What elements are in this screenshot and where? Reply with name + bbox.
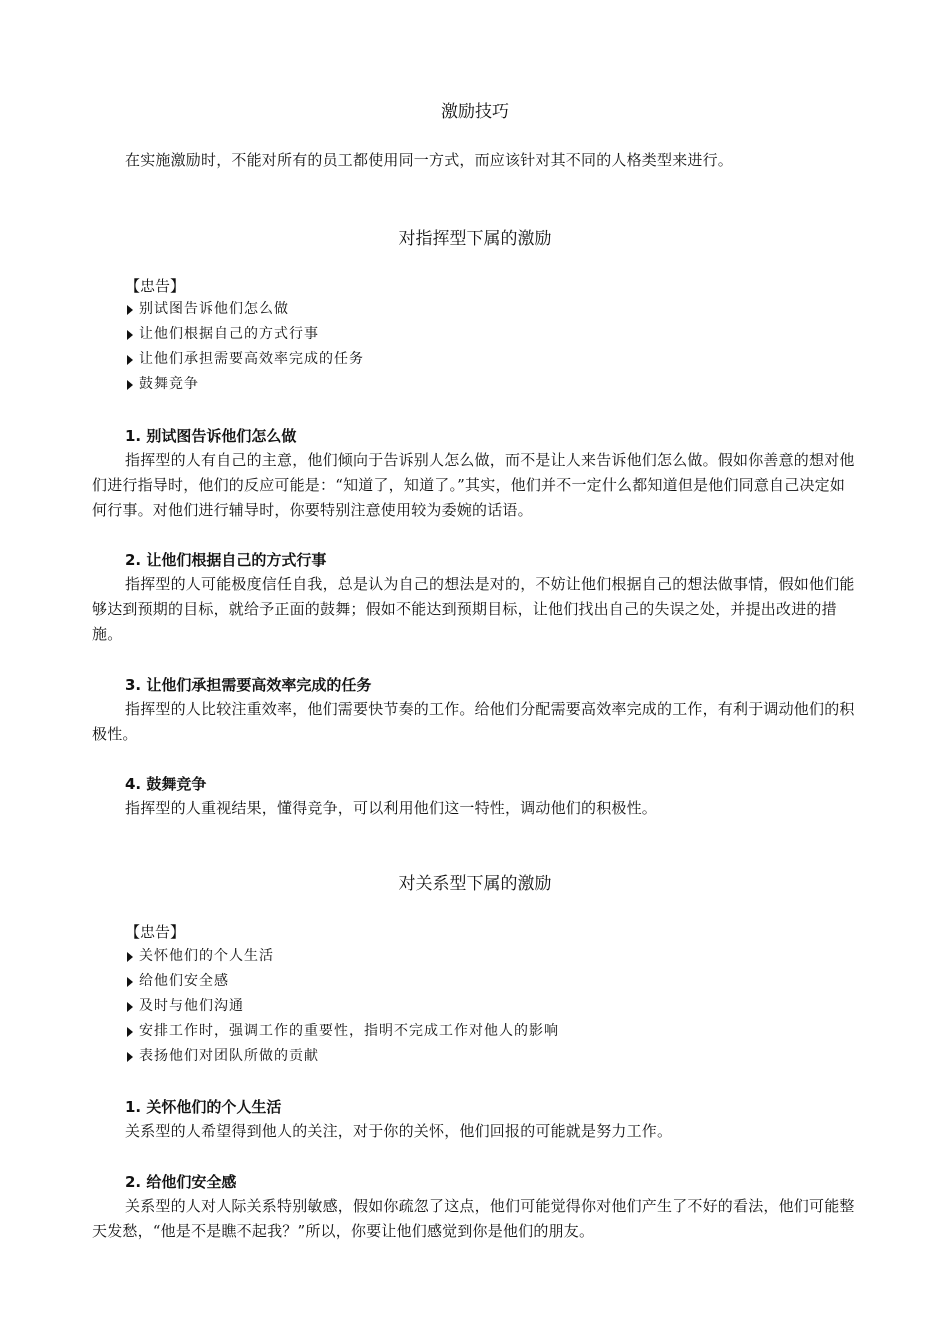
advice-item: 安排工作时，强调工作的重要性，指明不完成工作对他人的影响 — [127, 1019, 559, 1044]
triangle-bullet-icon — [127, 330, 133, 340]
item-body: 指挥型的人有自己的主意，他们倾向于告诉别人怎么做，而不是让人来告诉他们怎么做。假如你善意的想对他们进行指导时，他们的反应可能是：“知道了，知道了。”其实，他们并不一定什么都知道但是他们同意自己决定如何行事。对他们进行辅导时，你要特别注意使用较为委婉的话语。 — [92, 451, 855, 519]
item-body: 指挥型的人可能极度信任自我，总是认为自己的想法是对的，不妨让他们根据自己的想法做事情，假如他们能够达到预期的目标，就给予正面的鼓舞；假如不能达到预期目标，让他们找出自己的失误之处，并提出改进的措施。 — [92, 575, 855, 643]
triangle-bullet-icon — [127, 305, 133, 315]
item-heading: 4. 鼓舞竞争 — [125, 775, 207, 793]
item-body: 关系型的人希望得到他人的关注，对于你的关怀，他们回报的可能就是努力工作。 — [125, 1122, 673, 1140]
advice-label: 【忠告】 — [125, 277, 186, 295]
item-body: 指挥型的人重视结果，懂得竞争，可以利用他们这一特性，调动他们的积极性。 — [125, 799, 658, 817]
advice-item: 表扬他们对团队所做的贡献 — [127, 1044, 559, 1069]
advice-label: 【忠告】 — [125, 923, 186, 941]
document-title: 激励技巧 — [441, 102, 509, 122]
triangle-bullet-icon — [127, 380, 133, 390]
item-heading: 1. 别试图告诉他们怎么做 — [125, 427, 297, 445]
item-heading: 2. 给他们安全感 — [125, 1173, 237, 1191]
triangle-bullet-icon — [127, 1052, 133, 1062]
advice-item: 鼓舞竞争 — [127, 372, 364, 397]
triangle-bullet-icon — [127, 1027, 133, 1037]
advice-list — [127, 944, 559, 1069]
advice-item: 让他们承担需要高效率完成的任务 — [127, 347, 364, 372]
item-heading: 3. 让他们承担需要高效率完成的任务 — [125, 676, 372, 694]
section-title-directive: 对指挥型下属的激励 — [398, 229, 552, 249]
section-title-relational: 对关系型下属的激励 — [398, 874, 552, 894]
advice-item: 及时与他们沟通 — [127, 994, 559, 1019]
triangle-bullet-icon — [127, 1002, 133, 1012]
triangle-bullet-icon — [127, 355, 133, 365]
item-body: 指挥型的人比较注重效率，他们需要快节奏的工作。给他们分配需要高效率完成的工作，有利于调动他们的积极性。 — [92, 700, 855, 743]
advice-item: 关怀他们的个人生活 — [127, 944, 559, 969]
triangle-bullet-icon — [127, 977, 133, 987]
advice-item: 给他们安全感 — [127, 969, 559, 994]
triangle-bullet-icon — [127, 952, 133, 962]
advice-item: 让他们根据自己的方式行事 — [127, 322, 364, 347]
item-heading: 2. 让他们根据自己的方式行事 — [125, 551, 327, 569]
item-heading: 1. 关怀他们的个人生活 — [125, 1098, 282, 1116]
intro-paragraph: 在实施激励时，不能对所有的员工都使用同一方式，而应该针对其不同的人格类型来进行。 — [125, 151, 734, 169]
advice-list — [127, 297, 364, 397]
item-body: 关系型的人对人际关系特别敏感，假如你疏忽了这点，他们可能觉得你对他们产生了不好的看法，他们可能整天发愁，“他是不是瞧不起我？”所以，你要让他们感觉到你是他们的朋友。 — [92, 1197, 855, 1240]
advice-item: 别试图告诉他们怎么做 — [127, 297, 364, 322]
